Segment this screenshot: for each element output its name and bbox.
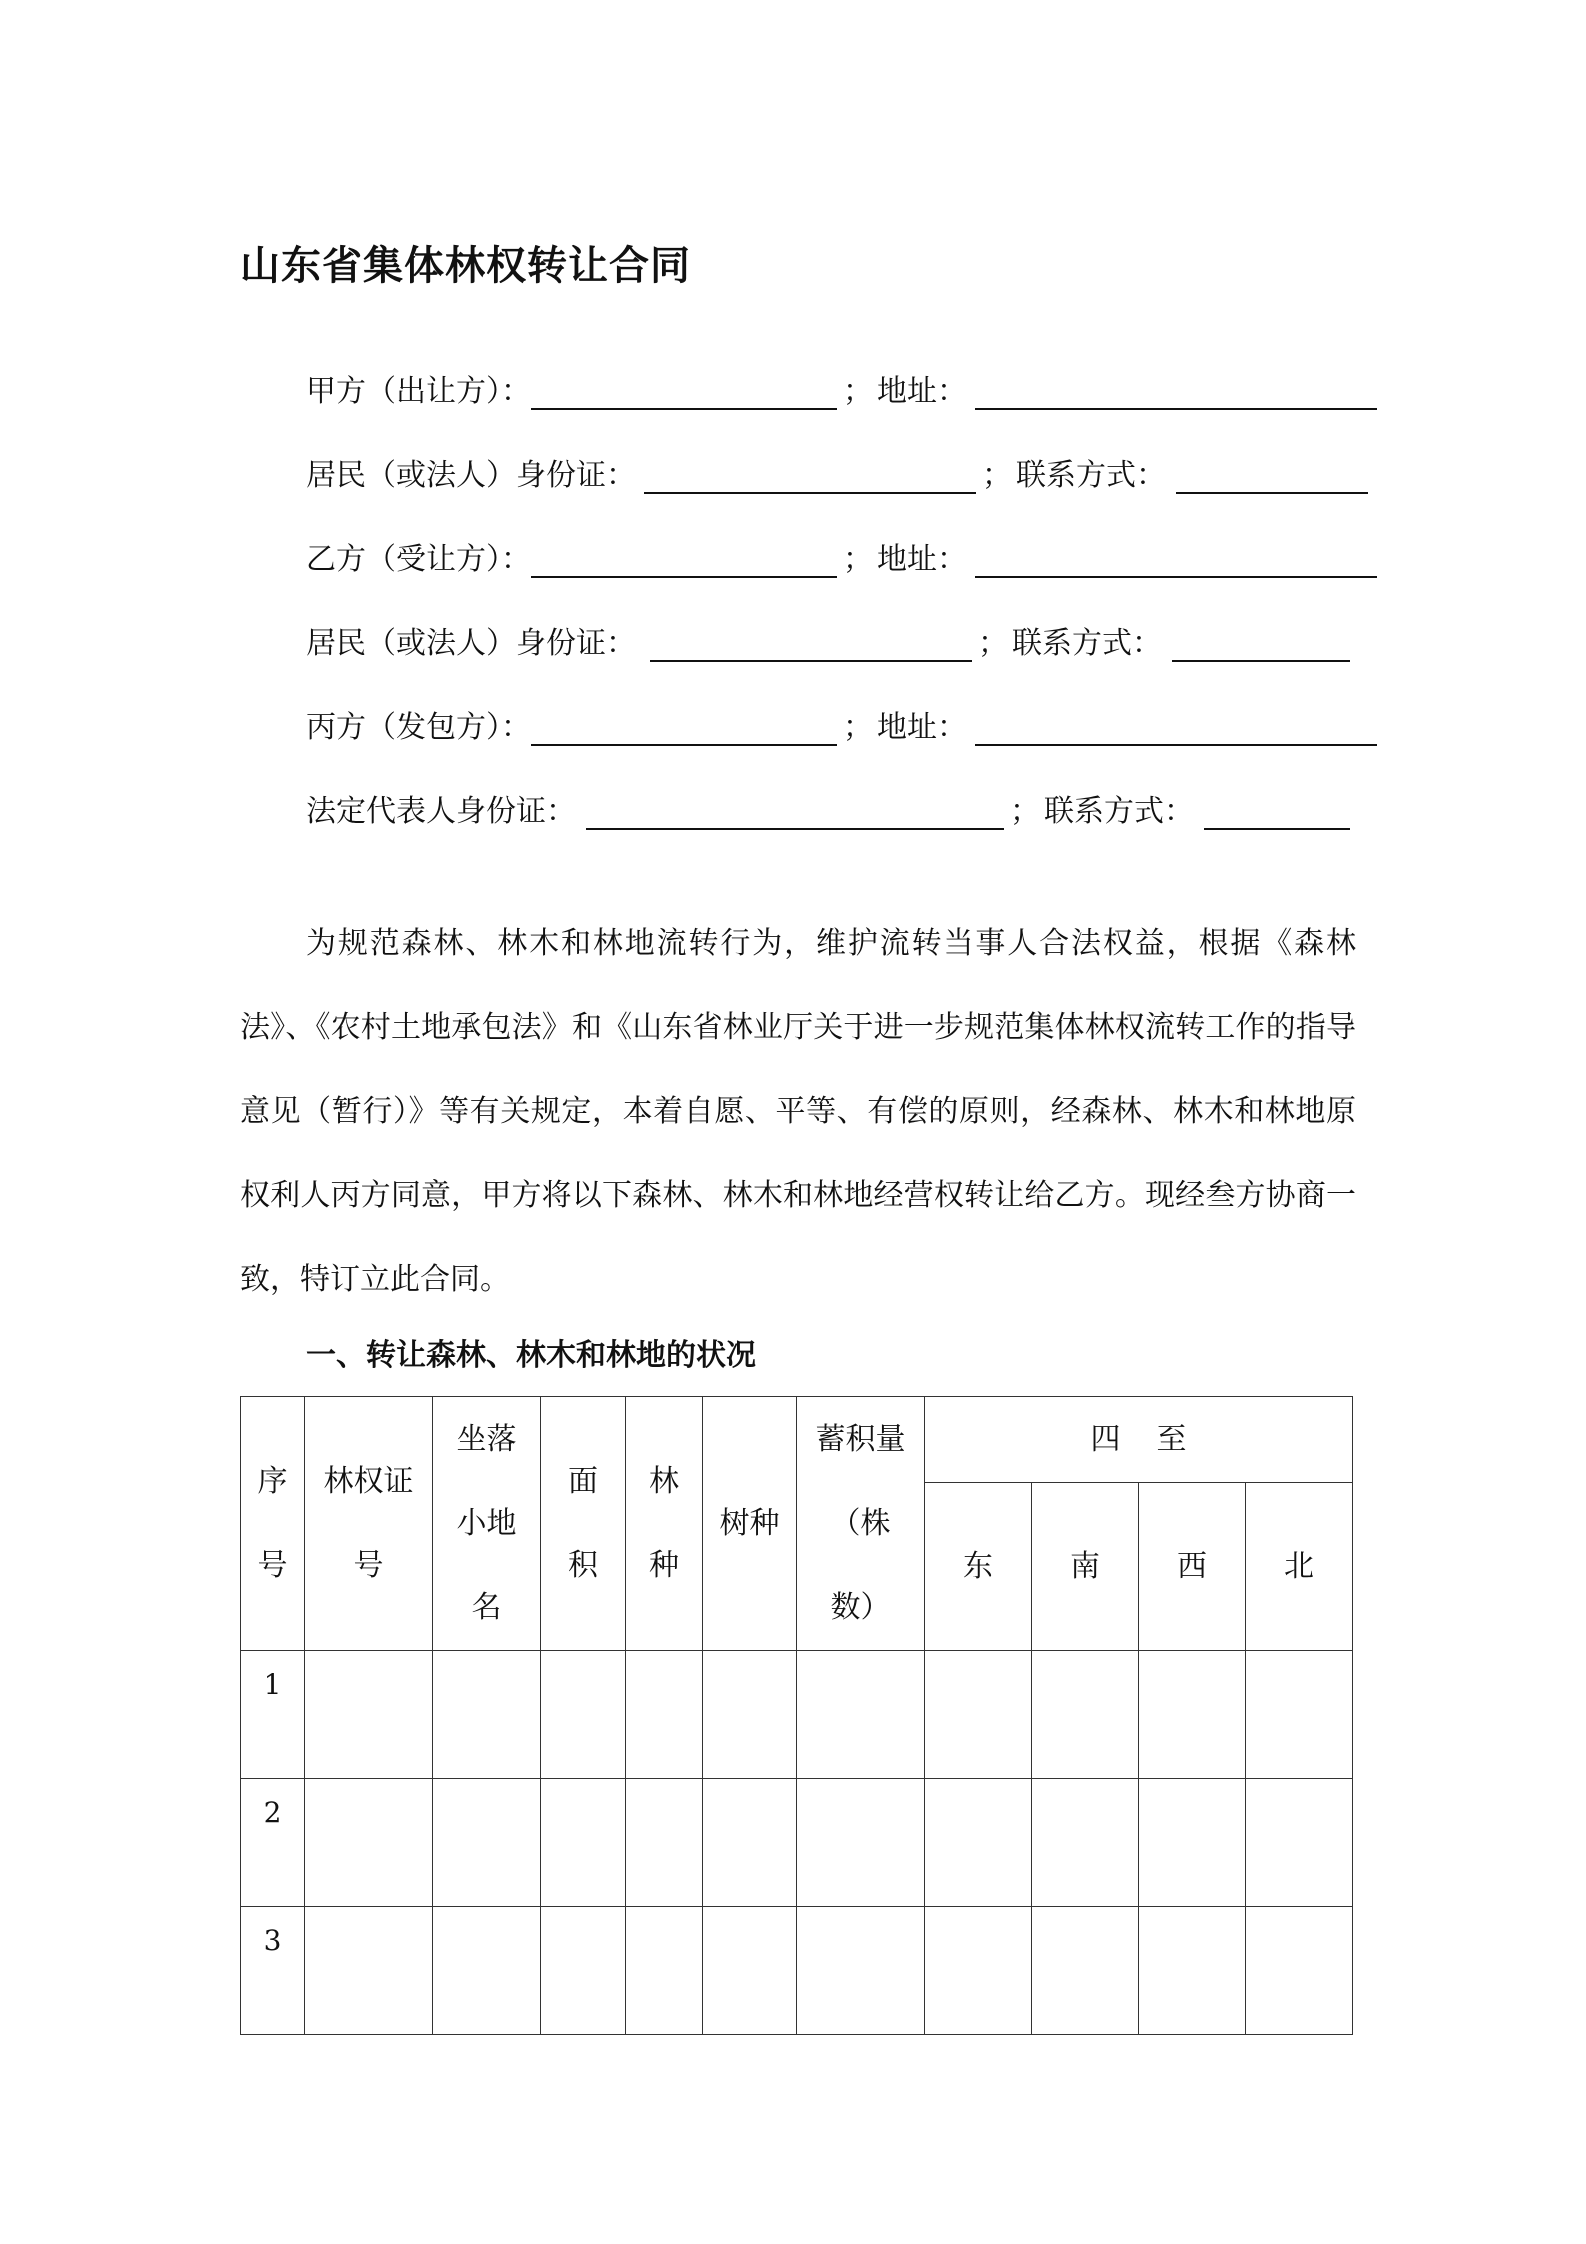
cell-stock[interactable] — [797, 1907, 925, 2035]
party-b-id-row — [306, 618, 1350, 662]
party-a-id-blank[interactable] — [644, 452, 976, 494]
cell-south[interactable] — [1032, 1779, 1139, 1907]
cell-forest-type[interactable] — [626, 1907, 703, 2035]
table-row — [241, 1779, 1353, 1907]
party-a-contact-label: 联系方式： — [1016, 458, 1166, 493]
header-seq-line1: 序 — [257, 1463, 288, 1499]
party-a-address-blank[interactable] — [975, 368, 1377, 410]
party-a-name-blank[interactable] — [531, 368, 837, 410]
separator: ； — [843, 374, 873, 409]
party-c-rep-row — [306, 786, 1350, 830]
cell-stock[interactable] — [797, 1779, 925, 1907]
header-east: 东 — [925, 1483, 1032, 1651]
header-area-line2: 积 — [568, 1547, 598, 1583]
cell-cert[interactable] — [305, 1907, 433, 2035]
party-a-contact-blank[interactable] — [1176, 452, 1368, 494]
header-cert-line2: 号 — [353, 1547, 384, 1583]
header-location-line3: 名 — [471, 1589, 502, 1625]
header-forest-type — [626, 1397, 703, 1651]
header-south: 南 — [1032, 1483, 1139, 1651]
cell-tree-species[interactable] — [703, 1779, 797, 1907]
party-b-address-label: 地址： — [877, 542, 967, 577]
separator: ； — [978, 626, 1008, 661]
cell-south[interactable] — [1032, 1651, 1139, 1779]
cell-cert[interactable] — [305, 1779, 433, 1907]
header-west: 西 — [1139, 1483, 1246, 1651]
header-location — [433, 1397, 541, 1651]
party-a-id-label: 居民（或法人）身份证： — [306, 458, 636, 493]
party-b-address-blank[interactable] — [975, 536, 1377, 578]
header-north: 北 — [1246, 1483, 1353, 1651]
header-cert-line1: 林权证 — [323, 1463, 414, 1499]
party-c-name-blank[interactable] — [531, 704, 837, 746]
header-forest-type-line2: 种 — [649, 1547, 679, 1583]
separator: ； — [843, 542, 873, 577]
table-row — [241, 1907, 1353, 2035]
party-c-rep-id-label: 法定代表人身份证： — [306, 794, 576, 829]
header-stock-line1: 蓄积量 — [815, 1421, 906, 1457]
party-c-label: 丙方（发包方）： — [306, 710, 531, 745]
cell-east[interactable] — [925, 1907, 1032, 2035]
cell-west[interactable] — [1139, 1779, 1246, 1907]
party-c-contact-label: 联系方式： — [1044, 794, 1194, 829]
header-area — [541, 1397, 626, 1651]
forest-status-table — [240, 1396, 1353, 2035]
separator: ； — [1010, 794, 1040, 829]
party-c-address-label: 地址： — [877, 710, 967, 745]
row-number: 2 — [241, 1779, 305, 1907]
party-c-row — [306, 702, 1377, 746]
cell-north[interactable] — [1246, 1651, 1353, 1779]
party-b-name-blank[interactable] — [531, 536, 837, 578]
cell-north[interactable] — [1246, 1779, 1353, 1907]
cell-tree-species[interactable] — [703, 1651, 797, 1779]
header-cert — [305, 1397, 433, 1651]
party-c-address-blank[interactable] — [975, 704, 1377, 746]
header-seq-line2: 号 — [257, 1547, 288, 1583]
section-heading: 一、转让森林、林木和林地的状况 — [306, 1338, 756, 1373]
header-stock-line2: （株 — [830, 1505, 891, 1541]
cell-east[interactable] — [925, 1651, 1032, 1779]
cell-cert[interactable] — [305, 1651, 433, 1779]
cell-south[interactable] — [1032, 1907, 1139, 2035]
cell-area[interactable] — [541, 1907, 626, 2035]
header-location-line1: 坐落 — [456, 1421, 517, 1457]
table-row — [241, 1651, 1353, 1779]
document-title: 山东省集体林权转让合同 — [240, 243, 691, 289]
cell-area[interactable] — [541, 1651, 626, 1779]
cell-stock[interactable] — [797, 1651, 925, 1779]
header-forest-type-line1: 林 — [649, 1463, 679, 1499]
header-area-line1: 面 — [568, 1463, 598, 1499]
separator: ； — [843, 710, 873, 745]
cell-area[interactable] — [541, 1779, 626, 1907]
header-seq — [241, 1397, 305, 1651]
party-a-row — [306, 366, 1377, 410]
header-stock — [797, 1397, 925, 1651]
party-c-contact-blank[interactable] — [1204, 788, 1350, 830]
party-a-address-label: 地址： — [877, 374, 967, 409]
cell-location[interactable] — [433, 1779, 541, 1907]
party-b-id-label: 居民（或法人）身份证： — [306, 626, 636, 661]
separator: ； — [982, 458, 1012, 493]
party-c-rep-id-blank[interactable] — [586, 788, 1004, 830]
cell-location[interactable] — [433, 1651, 541, 1779]
cell-location[interactable] — [433, 1907, 541, 2035]
row-number: 3 — [241, 1907, 305, 2035]
header-location-line2: 小地 — [456, 1505, 517, 1541]
cell-west[interactable] — [1139, 1651, 1246, 1779]
party-a-label: 甲方（出让方）： — [306, 374, 531, 409]
header-tree-species: 树种 — [703, 1397, 797, 1651]
header-stock-line3: 数） — [830, 1589, 891, 1625]
party-b-row — [306, 534, 1377, 578]
cell-forest-type[interactable] — [626, 1651, 703, 1779]
party-b-id-blank[interactable] — [650, 620, 972, 662]
party-a-id-row — [306, 450, 1368, 494]
party-b-contact-label: 联系方式： — [1012, 626, 1162, 661]
row-number: 1 — [241, 1651, 305, 1779]
intro-paragraph: 为规范森林、林木和林地流转行为，维护流转当事人合法权益，根据《森林法》、《农村土地承包法》和《山东省林业厅关于进一步规范集体林权流转工作的指导意见（暂行）》等有关规定，本着自愿、平等、有偿的原则，经森林、林木和林地原权利人丙方同意，甲方将以下森林、林木和林地经营权转让给乙方。现经叁方协商一致，特订立此合同。 — [240, 926, 1356, 1297]
cell-forest-type[interactable] — [626, 1779, 703, 1907]
header-boundaries: 四至 — [925, 1397, 1353, 1483]
party-b-contact-blank[interactable] — [1172, 620, 1350, 662]
cell-tree-species[interactable] — [703, 1907, 797, 2035]
party-b-label: 乙方（受让方）： — [306, 542, 531, 577]
cell-west[interactable] — [1139, 1907, 1246, 2035]
cell-east[interactable] — [925, 1779, 1032, 1907]
cell-north[interactable] — [1246, 1907, 1353, 2035]
